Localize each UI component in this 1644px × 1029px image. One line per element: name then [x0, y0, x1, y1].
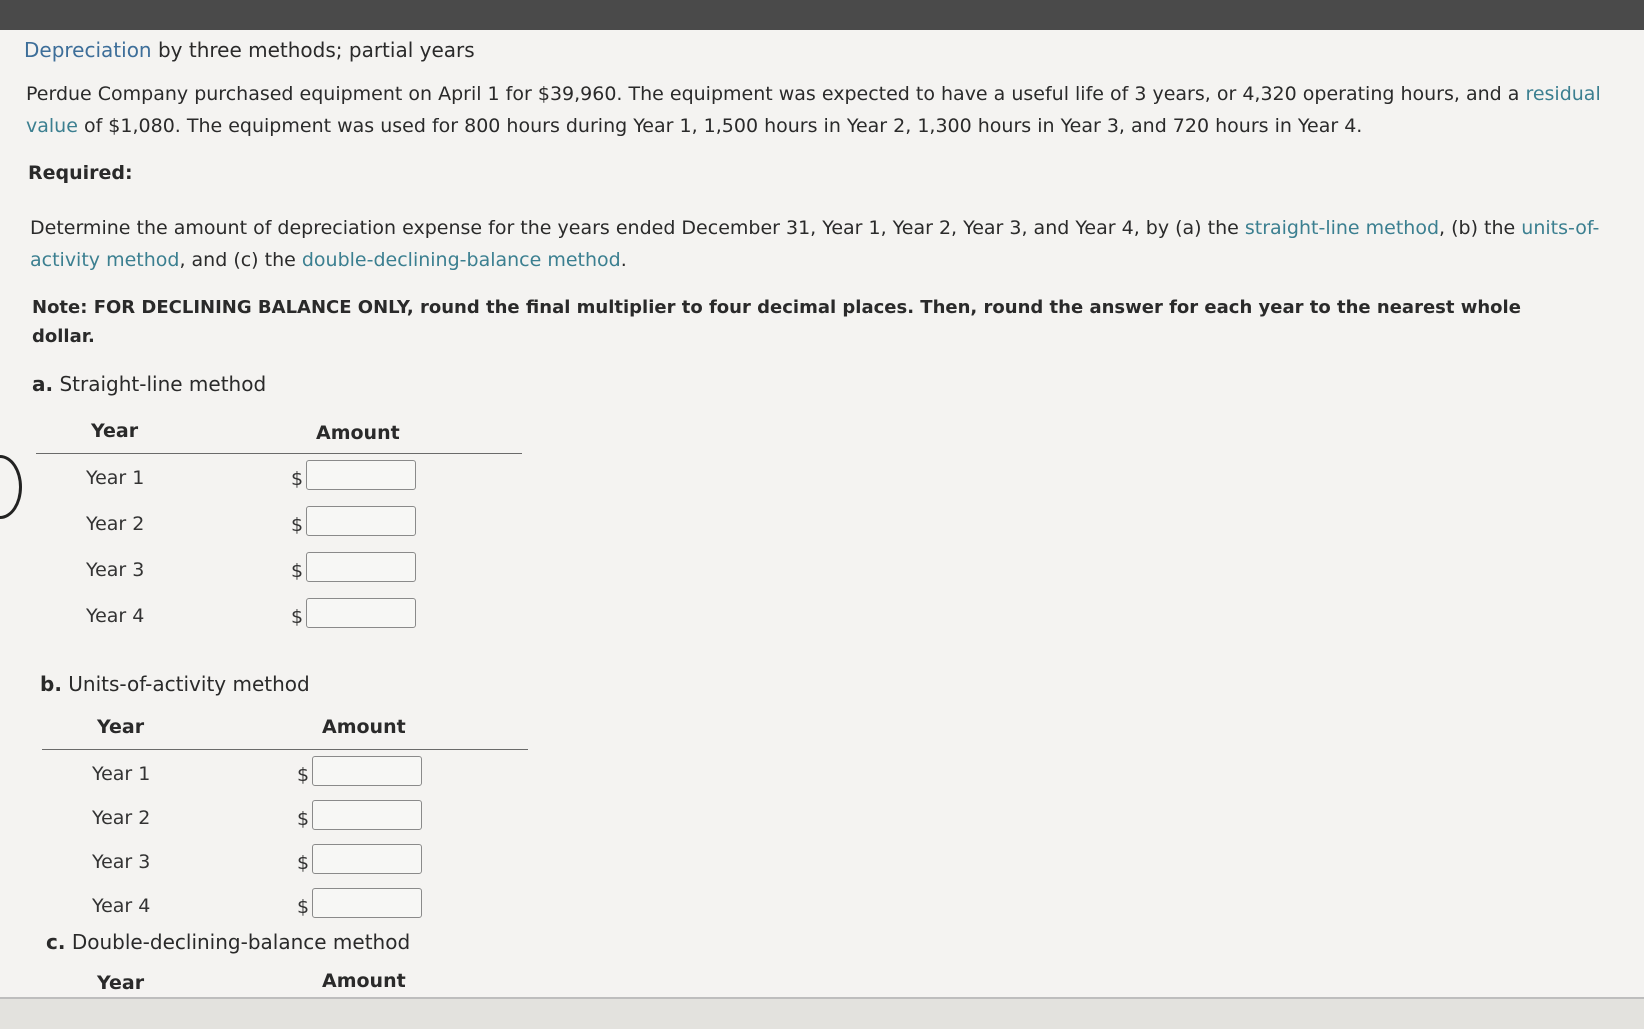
column-header-amount: Amount [322, 716, 406, 738]
row-year-label: Year 2 [92, 807, 151, 829]
problem-text-rest: of $1,080. The equipment was used for 800 hours during Year 1, 1,500 hours in Year 2, 1,300 hours in Year 3, and 720 hours in Year 4. [77, 115, 1363, 137]
dollar-sign: $ [291, 560, 304, 582]
instructions-text: Determine the amount of depreciation expense for the years ended December 31, Year 1, Year 2, Year 3, and Year 4, by (a) the [30, 217, 1245, 239]
straight-line-table [36, 420, 522, 650]
header-divider [42, 749, 528, 750]
section-a-label [32, 372, 266, 396]
table-row [42, 844, 528, 880]
bottom-edge [0, 997, 1644, 1029]
table-row [36, 552, 522, 588]
row-year-label: Year 2 [86, 513, 145, 535]
table-row [36, 460, 522, 496]
column-header-amount: Amount [316, 422, 400, 444]
dollar-sign: $ [297, 764, 310, 786]
problem-text: Perdue Company purchased equipment on April 1 for $39,960. The equipment was expected to have a useful life of 3 years, or 4,320 operating hours, and a [26, 83, 1526, 105]
double-declining-link[interactable]: double-declining-balance method [301, 249, 621, 271]
units-of-activity-table [42, 716, 528, 946]
section-c-label [46, 930, 410, 954]
row-year-label: Year 3 [92, 851, 151, 873]
dollar-sign: $ [297, 852, 310, 874]
row-year-label: Year 1 [86, 467, 145, 489]
column-header-year: Year [97, 972, 145, 994]
instructions-text-2: , (b) the [1439, 217, 1522, 239]
title-accent: Depreciation [24, 38, 152, 62]
title-rest: by three methods; partial years [151, 38, 475, 62]
ua-year-4-amount-input[interactable] [312, 888, 422, 918]
row-year-label: Year 4 [86, 605, 145, 627]
section-b-label [40, 672, 310, 696]
section-b-title: Units-of-activity method [68, 672, 310, 696]
residual-value-link[interactable]: residual value [26, 83, 1601, 137]
table-row [42, 756, 528, 792]
instructions-text-3: , and (c) the [179, 249, 302, 271]
instructions [30, 212, 1630, 276]
dollar-sign: $ [291, 468, 304, 490]
section-a-prefix: a. [32, 372, 54, 396]
section-b-prefix: b. [40, 672, 62, 696]
units-of-activity-link[interactable]: units-of-activity method [30, 217, 1600, 271]
table-row [42, 800, 528, 836]
dollar-sign: $ [297, 896, 310, 918]
sl-year-1-amount-input[interactable] [306, 460, 416, 490]
rounding-note: Note: FOR DECLINING BALANCE ONLY, round the final multiplier to four decimal places. Then, round the answer for each year to the nearest whole dollar. [32, 297, 1521, 347]
section-a-title: Straight-line method [59, 372, 267, 396]
column-header-year: Year [97, 716, 145, 738]
section-c-title: Double-declining-balance method [71, 930, 411, 954]
table-row [36, 506, 522, 542]
instructions-text-4: . [620, 249, 627, 271]
ua-year-1-amount-input[interactable] [312, 756, 422, 786]
column-header-amount: Amount [322, 970, 406, 992]
section-c-prefix: c. [46, 930, 66, 954]
row-year-label: Year 4 [92, 895, 151, 917]
table-row [42, 888, 528, 924]
sl-year-4-amount-input[interactable] [306, 598, 416, 628]
table-row [36, 598, 522, 634]
sl-year-2-amount-input[interactable] [306, 506, 416, 536]
dollar-sign: $ [297, 808, 310, 830]
straight-line-link[interactable]: straight-line method [1244, 217, 1440, 239]
row-year-label: Year 3 [86, 559, 145, 581]
header-divider [36, 453, 522, 454]
column-header-year: Year [91, 420, 139, 442]
ua-year-3-amount-input[interactable] [312, 844, 422, 874]
dollar-sign: $ [291, 514, 304, 536]
required-label: Required: [28, 162, 133, 184]
top-dark-bar [0, 0, 1644, 34]
dollar-sign: $ [291, 606, 304, 628]
page-title [24, 38, 475, 62]
ua-year-2-amount-input[interactable] [312, 800, 422, 830]
sl-year-3-amount-input[interactable] [306, 552, 416, 582]
problem-page [0, 30, 1644, 1027]
row-year-label: Year 1 [92, 763, 151, 785]
problem-statement [26, 78, 1626, 142]
